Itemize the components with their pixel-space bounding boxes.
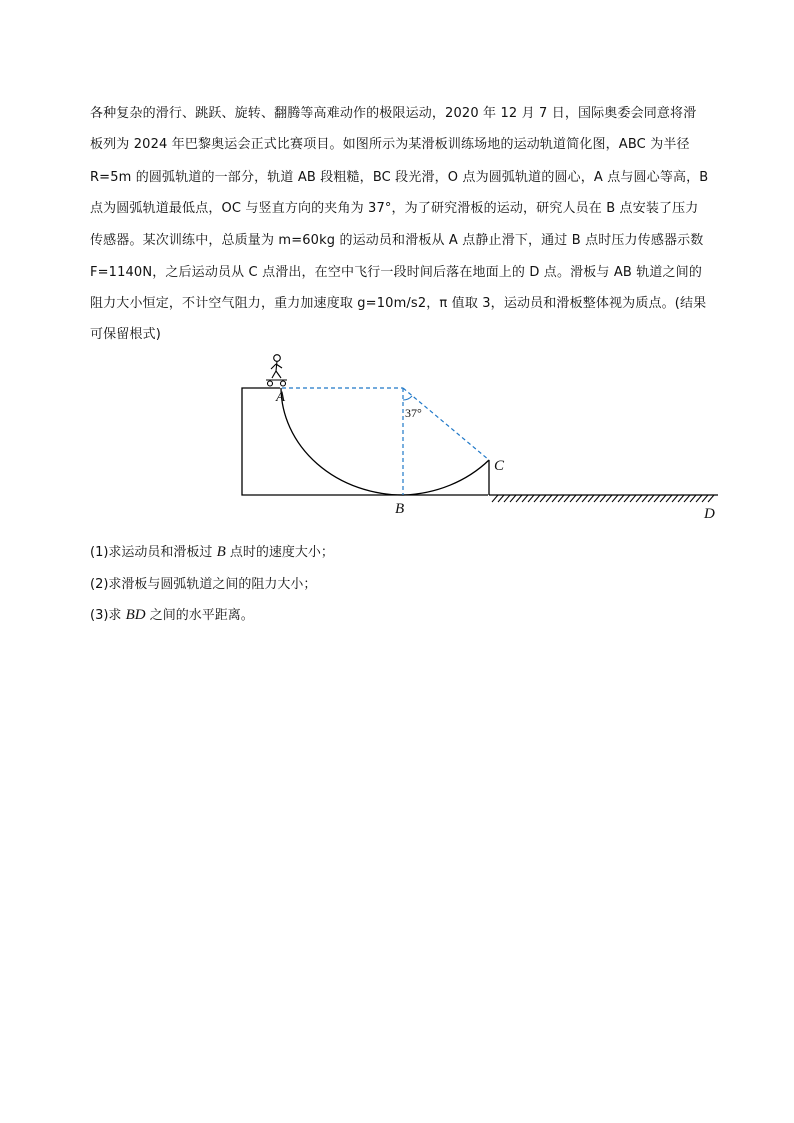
question-3-prefix: (3)求 [90,608,126,623]
question-1 [90,541,334,561]
circular-track-arc [281,388,489,495]
question-3 [90,604,254,624]
skateboarder-icon [266,355,287,386]
label-c: C [494,458,505,474]
angle-arc [403,396,412,400]
label-d: D [704,506,715,522]
question-3-suffix: 之间的水平距离。 [145,608,254,623]
problem-line-4: 点为圆弧轨道最低点，OC 与竖直方向的夹角为 37°，为了研究滑板的运动，研究人员在 B 点安装了压力 [90,201,699,216]
ground-hatching [492,495,714,502]
question-1-var: B [216,544,226,560]
problem-line-8: 可保留根式) [90,327,161,342]
label-b: B [395,501,405,517]
problem-line-1: 各种复杂的滑行、跳跃、旋转、翻腾等高难动作的极限运动，2020 年 12 月 7 日，国际奥委会同意将滑 [90,106,697,121]
question-2: (2)求滑板与圆弧轨道之间的阻力大小； [90,577,317,592]
dashed-o-to-c [403,388,489,460]
problem-line-3: R=5m 的圆弧轨道的一部分，轨道 AB 段粗糙，BC 段光滑，O 点为圆弧轨道的圆心，A 点与圆心等高，B [90,170,709,185]
label-a: A [276,389,286,405]
question-1-suffix: 点时的速度大小； [225,545,334,560]
problem-line-6: F=1140N，之后运动员从 C 点滑出，在空中飞行一段时间后落在地面上的 D 点。滑板与 AB 轨道之间的 [90,265,702,280]
problem-line-7: 阻力大小恒定，不计空气阻力，重力加速度取 g=10m/s2，π 值取 3，运动员和滑板整体视为质点。(结果 [90,296,707,311]
angle-label: 37° [405,406,422,420]
problem-line-5: 传感器。某次训练中，总质量为 m=60kg 的运动员和滑板从 A 点静止滑下，通过 B 点时压力传感器示数 [90,233,704,248]
dashed-lines [282,388,489,495]
question-1-prefix: (1)求运动员和滑板过 [90,545,217,560]
problem-line-2: 板列为 2024 年巴黎奥运会正式比赛项目。如图所示为某滑板训练场地的运动轨道简化图，ABC 为半径 [90,137,690,152]
question-3-var: BD [125,607,146,623]
track-diagram [236,350,726,525]
